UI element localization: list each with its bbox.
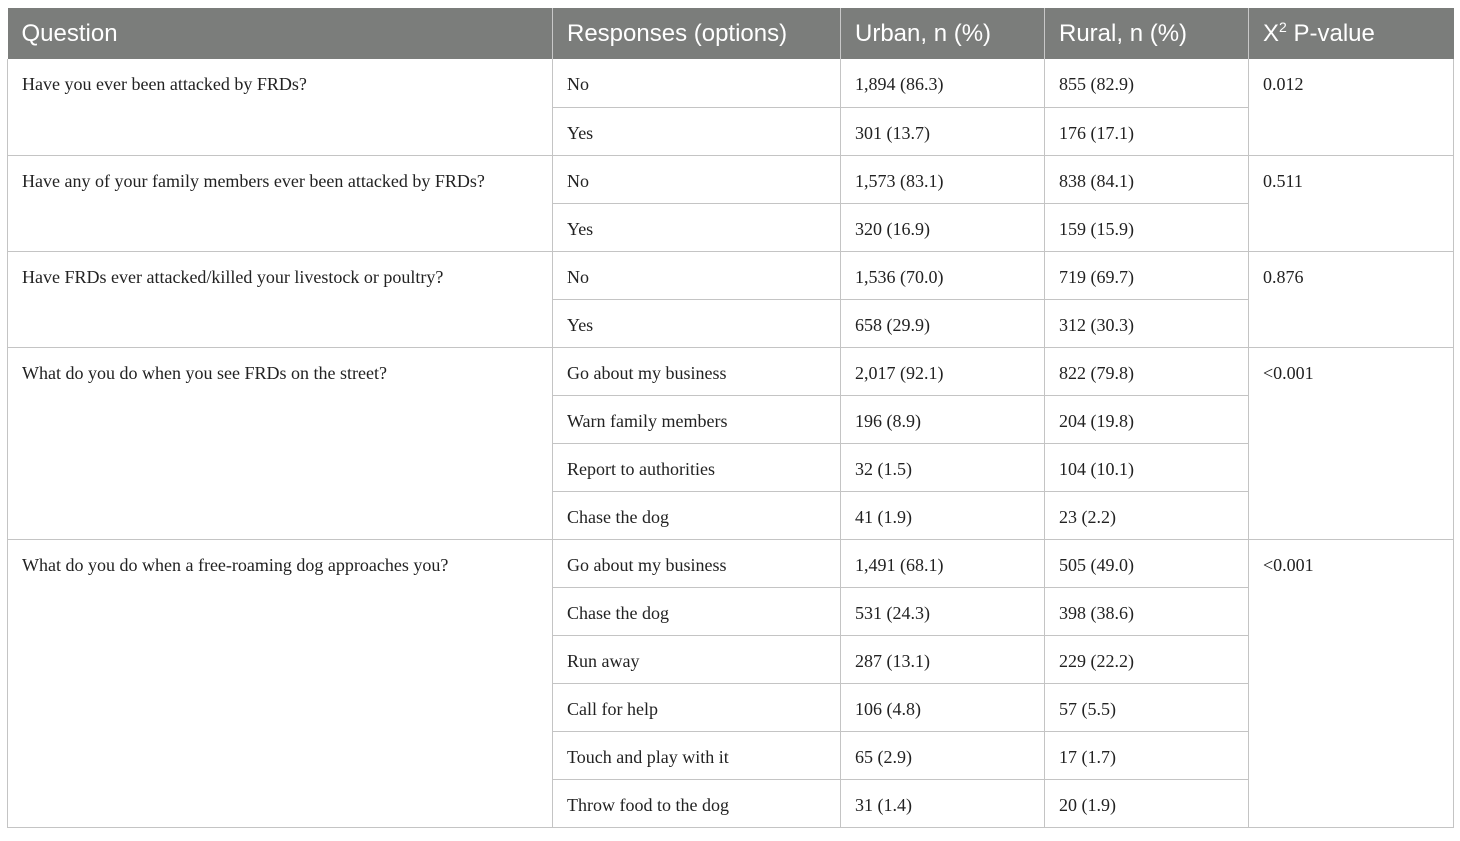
urban-cell: 301 (13.7) bbox=[841, 107, 1045, 155]
rural-cell: 159 (15.9) bbox=[1045, 203, 1249, 251]
response-cell: Yes bbox=[553, 203, 841, 251]
question-cell: Have FRDs ever attacked/killed your livestock or poultry? bbox=[8, 251, 553, 347]
urban-cell: 1,491 (68.1) bbox=[841, 539, 1045, 587]
header-pvalue-symbol: X bbox=[1263, 19, 1280, 47]
rural-cell: 822 (79.8) bbox=[1045, 347, 1249, 395]
rural-cell: 312 (30.3) bbox=[1045, 299, 1249, 347]
response-cell: Touch and play with it bbox=[553, 731, 841, 779]
survey-results-table bbox=[7, 8, 1454, 828]
header-question: Question bbox=[8, 8, 553, 59]
pvalue-cell: <0.001 bbox=[1249, 347, 1454, 539]
rural-cell: 719 (69.7) bbox=[1045, 251, 1249, 299]
urban-cell: 1,894 (86.3) bbox=[841, 59, 1045, 107]
table-row bbox=[8, 155, 1454, 203]
urban-cell: 41 (1.9) bbox=[841, 491, 1045, 539]
rural-cell: 204 (19.8) bbox=[1045, 395, 1249, 443]
question-cell: Have any of your family members ever been attacked by FRDs? bbox=[8, 155, 553, 251]
response-cell: Yes bbox=[553, 299, 841, 347]
table-header bbox=[8, 8, 1454, 59]
response-cell: Go about my business bbox=[553, 539, 841, 587]
header-responses: Responses (options) bbox=[553, 8, 841, 59]
response-cell: Yes bbox=[553, 107, 841, 155]
urban-cell: 658 (29.9) bbox=[841, 299, 1045, 347]
header-pvalue-superscript: 2 bbox=[1279, 18, 1287, 35]
response-cell: No bbox=[553, 59, 841, 107]
header-row bbox=[8, 8, 1454, 59]
urban-cell: 320 (16.9) bbox=[841, 203, 1045, 251]
response-cell: No bbox=[553, 251, 841, 299]
response-cell: Warn family members bbox=[553, 395, 841, 443]
rural-cell: 855 (82.9) bbox=[1045, 59, 1249, 107]
question-cell: What do you do when you see FRDs on the street? bbox=[8, 347, 553, 539]
urban-cell: 106 (4.8) bbox=[841, 683, 1045, 731]
table-row bbox=[8, 539, 1454, 587]
response-cell: Call for help bbox=[553, 683, 841, 731]
urban-cell: 65 (2.9) bbox=[841, 731, 1045, 779]
response-cell: No bbox=[553, 155, 841, 203]
response-cell: Run away bbox=[553, 635, 841, 683]
rural-cell: 505 (49.0) bbox=[1045, 539, 1249, 587]
urban-cell: 2,017 (92.1) bbox=[841, 347, 1045, 395]
pvalue-cell: 0.876 bbox=[1249, 251, 1454, 347]
urban-cell: 1,536 (70.0) bbox=[841, 251, 1045, 299]
header-rural: Rural, n (%) bbox=[1045, 8, 1249, 59]
pvalue-cell: 0.511 bbox=[1249, 155, 1454, 251]
response-cell: Chase the dog bbox=[553, 491, 841, 539]
rural-cell: 57 (5.5) bbox=[1045, 683, 1249, 731]
response-cell: Throw food to the dog bbox=[553, 779, 841, 827]
table-row bbox=[8, 251, 1454, 299]
rural-cell: 838 (84.1) bbox=[1045, 155, 1249, 203]
response-cell: Go about my business bbox=[553, 347, 841, 395]
header-urban: Urban, n (%) bbox=[841, 8, 1045, 59]
header-pvalue bbox=[1249, 8, 1454, 59]
rural-cell: 176 (17.1) bbox=[1045, 107, 1249, 155]
rural-cell: 398 (38.6) bbox=[1045, 587, 1249, 635]
header-pvalue-label: P-value bbox=[1286, 19, 1375, 47]
response-cell: Report to authorities bbox=[553, 443, 841, 491]
question-cell: Have you ever been attacked by FRDs? bbox=[8, 59, 553, 155]
rural-cell: 229 (22.2) bbox=[1045, 635, 1249, 683]
table-row bbox=[8, 347, 1454, 395]
rural-cell: 104 (10.1) bbox=[1045, 443, 1249, 491]
rural-cell: 20 (1.9) bbox=[1045, 779, 1249, 827]
urban-cell: 287 (13.1) bbox=[841, 635, 1045, 683]
urban-cell: 31 (1.4) bbox=[841, 779, 1045, 827]
pvalue-cell: 0.012 bbox=[1249, 59, 1454, 155]
rural-cell: 23 (2.2) bbox=[1045, 491, 1249, 539]
question-cell: What do you do when a free-roaming dog approaches you? bbox=[8, 539, 553, 827]
urban-cell: 1,573 (83.1) bbox=[841, 155, 1045, 203]
urban-cell: 32 (1.5) bbox=[841, 443, 1045, 491]
urban-cell: 196 (8.9) bbox=[841, 395, 1045, 443]
rural-cell: 17 (1.7) bbox=[1045, 731, 1249, 779]
urban-cell: 531 (24.3) bbox=[841, 587, 1045, 635]
table-row bbox=[8, 59, 1454, 107]
table-body bbox=[8, 59, 1454, 827]
pvalue-cell: <0.001 bbox=[1249, 539, 1454, 827]
response-cell: Chase the dog bbox=[553, 587, 841, 635]
